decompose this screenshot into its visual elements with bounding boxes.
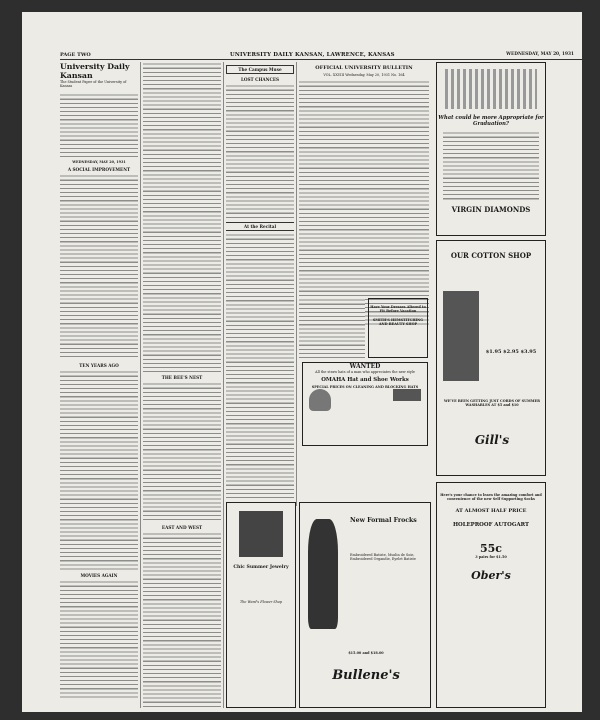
at-the-recital-heading: At the Recital (226, 222, 294, 231)
holeproof-autogart: HOLEPROOF AUTOGART (452, 521, 530, 528)
omaha-prices-heading: SPECIAL PRICES ON CLEANING AND BLOCKING HATS (311, 385, 419, 390)
masthead-subtitle: The Student Paper of the University of Kansas (60, 80, 127, 89)
bullenes-ad (299, 502, 431, 708)
virgin-diamonds-logo: VIRGIN DIAMONDS (451, 205, 531, 214)
staff-list (60, 93, 138, 157)
frock-price: $15.00 and $18.00 (348, 651, 384, 655)
editorial-heading-2: TEN YEARS AGO (79, 363, 119, 369)
col2-heading-1: THE BEE'S NEST (161, 375, 203, 380)
jewelry-headline: Chic Summer Jewelry (233, 565, 289, 570)
omaha-hat-ad (302, 362, 428, 446)
dress-ad-headline: Have Your Dresses Altered to Fit Before Vacation (370, 305, 426, 314)
official-bulletin (299, 62, 429, 337)
editorial-date: WEDNESDAY, MAY 20, 1931 (72, 159, 126, 164)
page-header (60, 52, 582, 60)
page-number: PAGE TWO (60, 52, 91, 58)
bulletin-volume: VOL. XXVIII Wednesday, May 20, 1931 No. 164 (323, 73, 405, 77)
bullenes-logo: Bullene's (332, 668, 400, 683)
obers-logo: Ober's (471, 569, 511, 583)
chic-jewelry-ad (226, 502, 296, 708)
ring-illustrations (445, 69, 537, 109)
issue-date-header: WEDNESDAY, MAY 20, 1931 (506, 52, 574, 57)
dress-ad-shop: SMITH'S HEMSTITCHING AND BEAUTY SHOP (372, 317, 424, 327)
paper-name-header: UNIVERSITY DAILY KANSAN, LAWRENCE, KANSAS (230, 52, 395, 58)
column-2 (143, 62, 221, 708)
cotton-shop-headline: OUR COTTON SHOP (450, 251, 532, 260)
wanted-headline: WANTED (349, 363, 381, 370)
omaha-shop-name: OMAHA Hat and Shoe Works (321, 377, 409, 384)
column-editorial (60, 62, 138, 708)
socks-headline: Here's your chance to learn the amazing comfort and convenience of the new Self Supporting Socks (440, 493, 542, 502)
shoe-illustration (393, 389, 421, 401)
masthead-title: University Daily Kansan (60, 62, 130, 80)
dress-alteration-ad (368, 298, 428, 358)
jewelry-illustration (239, 511, 283, 557)
hat-illustration (309, 389, 331, 411)
cotton-shop-ad (436, 240, 546, 476)
socks-price: 55c (479, 541, 502, 555)
campus-muse-heading: The Campus Muse (226, 65, 294, 74)
frocks-headline: New Formal Frocks (350, 517, 417, 524)
frock-illustration (308, 519, 338, 629)
half-price: AT ALMOST HALF PRICE (455, 507, 527, 514)
bulletin-title: OFFICIAL UNIVERSITY BULLETIN (315, 65, 413, 71)
lost-heading: LOST CHANCES (240, 77, 280, 82)
cotton-tagline: WE'VE BEEN GETTING JUST CORDS OF SUMMER WASHABLES AT $5 and $10 (444, 399, 540, 408)
flower-shop: The Ward's Flower Shop (239, 600, 283, 604)
editorial-heading-3: MOVIES AGAIN (80, 573, 118, 579)
dress-illustration (443, 291, 479, 381)
cotton-prices: $1.95 $2.95 $3.95 (485, 349, 537, 355)
gills-logo: Gill's (474, 433, 510, 447)
pairs-price: 3 pairs for $1.50 (475, 554, 507, 559)
col2-heading-2: EAST AND WEST (161, 525, 203, 530)
column-3 (226, 62, 294, 506)
wanted-subtitle: All the straw hats of a man who appreciates the new style (315, 370, 415, 374)
virgin-diamonds-ad (436, 62, 546, 236)
editorial-heading-1: A SOCIAL IMPROVEMENT (67, 167, 131, 173)
frock-fabrics: Embroidered Batiste, Muslin de Soie, Embroidered Organdie, Eyelet Batiste (350, 553, 416, 562)
holeproof-ad (436, 482, 546, 708)
newspaper-page (22, 12, 582, 712)
graduation-headline: What could be more Appropriate for Graduation? (438, 115, 544, 127)
